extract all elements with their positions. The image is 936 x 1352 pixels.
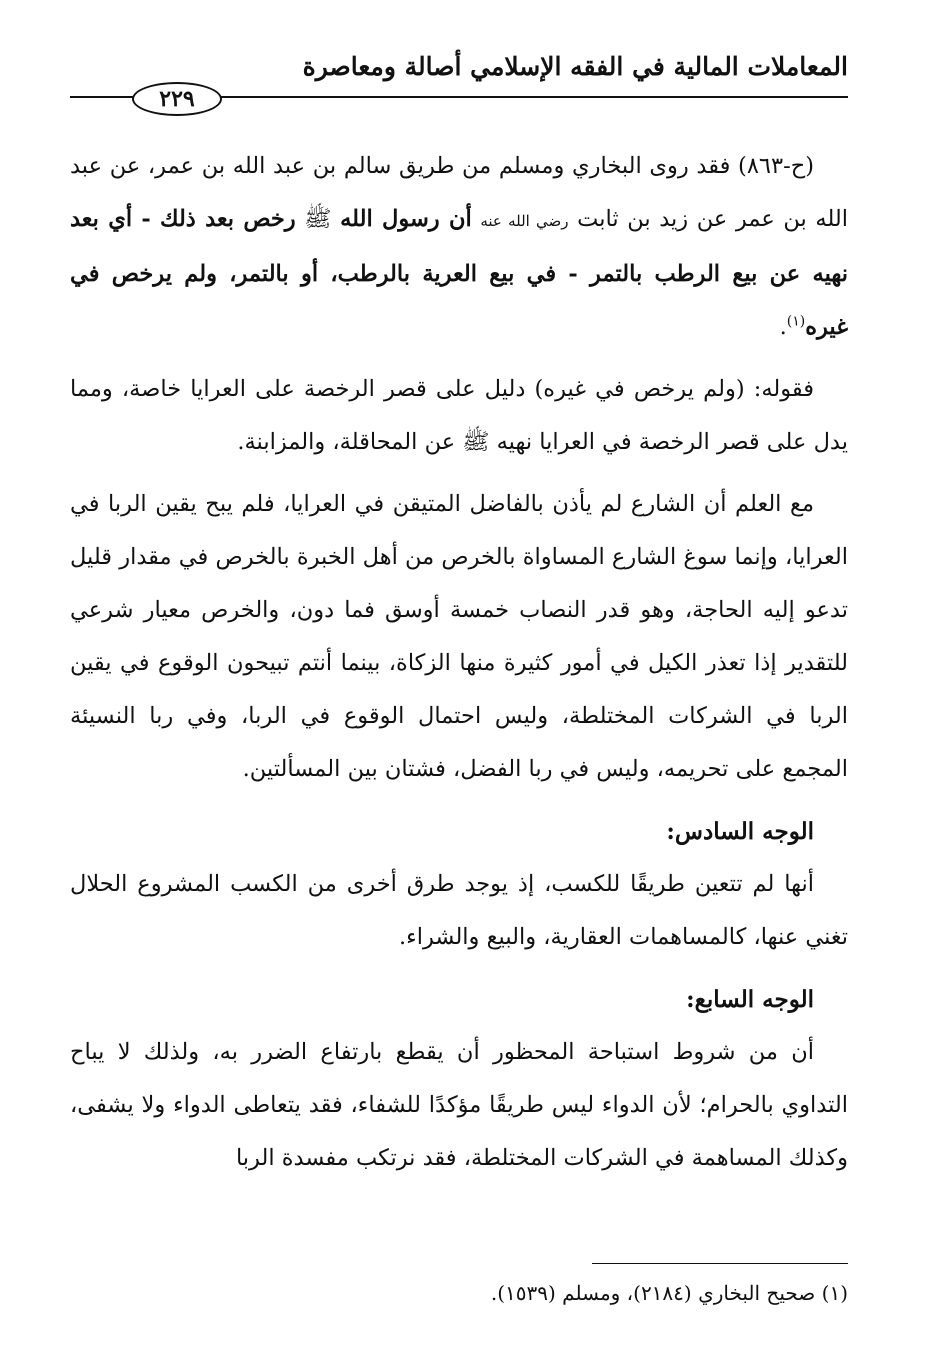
honorific-salla: ﷺ — [304, 206, 332, 232]
page-body — [70, 140, 848, 1194]
section-heading-seventh: الوجه السابع: — [686, 986, 814, 1013]
honorific-radiallahu: رضي الله عنه — [480, 212, 569, 230]
footnote-rule — [592, 1263, 848, 1264]
sixth-aspect-paragraph: أنها لم تتعين طريقًا للكسب، إذ يوجد طرق أخرى من الكسب المشروع الحلال تغني عنها، كالمساهمات العقارية، والبيع والشراء. — [70, 871, 848, 950]
argument-paragraph: مع العلم أن الشارع لم يأذن بالفاضل المتيقن في العرايا، فلم يبح يقين الربا في العرايا، وإنما سوغ الشارع المساواة بالخرص من أهل الخبرة بالخرص في مقدار قليل تدعو إليه الحاجة، وهو قدر النصاب خمسة أوسق فما دون، والخرص معيار شرعي للتقدير إذا تعذر الكيل في أمور كثيرة منها الزكاة، بينما أنتم تبيحون الوقوع في يقين الربا في الشركات المختلطة، وليس احتمال الوقوع في الربا، وفي ربا النسيئة المجمع على تحريمه، وليس في ربا الفضل، فشتان بين المسألتين. — [70, 491, 848, 782]
running-header — [70, 52, 848, 112]
footnote-marker: (١) — [786, 313, 806, 330]
hadith-intro: (ح-٨٦٣) فقد روى البخاري ومسلم من طريق سالم بن عبد الله بن عمر، عن عبد الله بن عمر عن زيد بن ثابت — [70, 153, 848, 232]
commentary-paragraph: فقوله: (ولم يرخص في غيره) دليل على قصر الرخصة على العرايا خاصة، ومما يدل على قصر الرخصة في العرايا نهيه ﷺ عن المحاقلة، والمزابنة. — [70, 376, 848, 455]
hadith-text-b: رخص بعد ذلك - أي بعد نهيه عن بيع الرطب بالتمر - في بيع العرية بالرطب، أو بالتمر، ولم يرخص في غيره — [70, 206, 848, 340]
hadith-end: . — [779, 314, 787, 340]
page-number: ٢٢٩ — [132, 82, 222, 116]
hadith-text-a: أن رسول الله — [340, 206, 472, 232]
footnote: (١) صحيح البخاري (٢١٨٤)، ومسلم (١٥٣٩). — [490, 1281, 848, 1305]
seventh-aspect-paragraph: أن من شروط استباحة المحظور أن يقطع بارتفاع الضرر به، ولذلك لا يباح التداوي بالحرام؛ لأن الدواء ليس طريقًا مؤكدًا للشفاء، فقد يتعاطى الدواء ولا يشفى، وكذلك المساهمة في الشركات المختلطة، فقد نرتكب مفسدة الربا — [70, 1039, 848, 1171]
hadith-paragraph — [70, 140, 848, 354]
section-heading-sixth: الوجه السادس: — [666, 818, 814, 845]
book-title: المعاملات المالية في الفقه الإسلامي أصالة ومعاصرة — [302, 52, 848, 81]
